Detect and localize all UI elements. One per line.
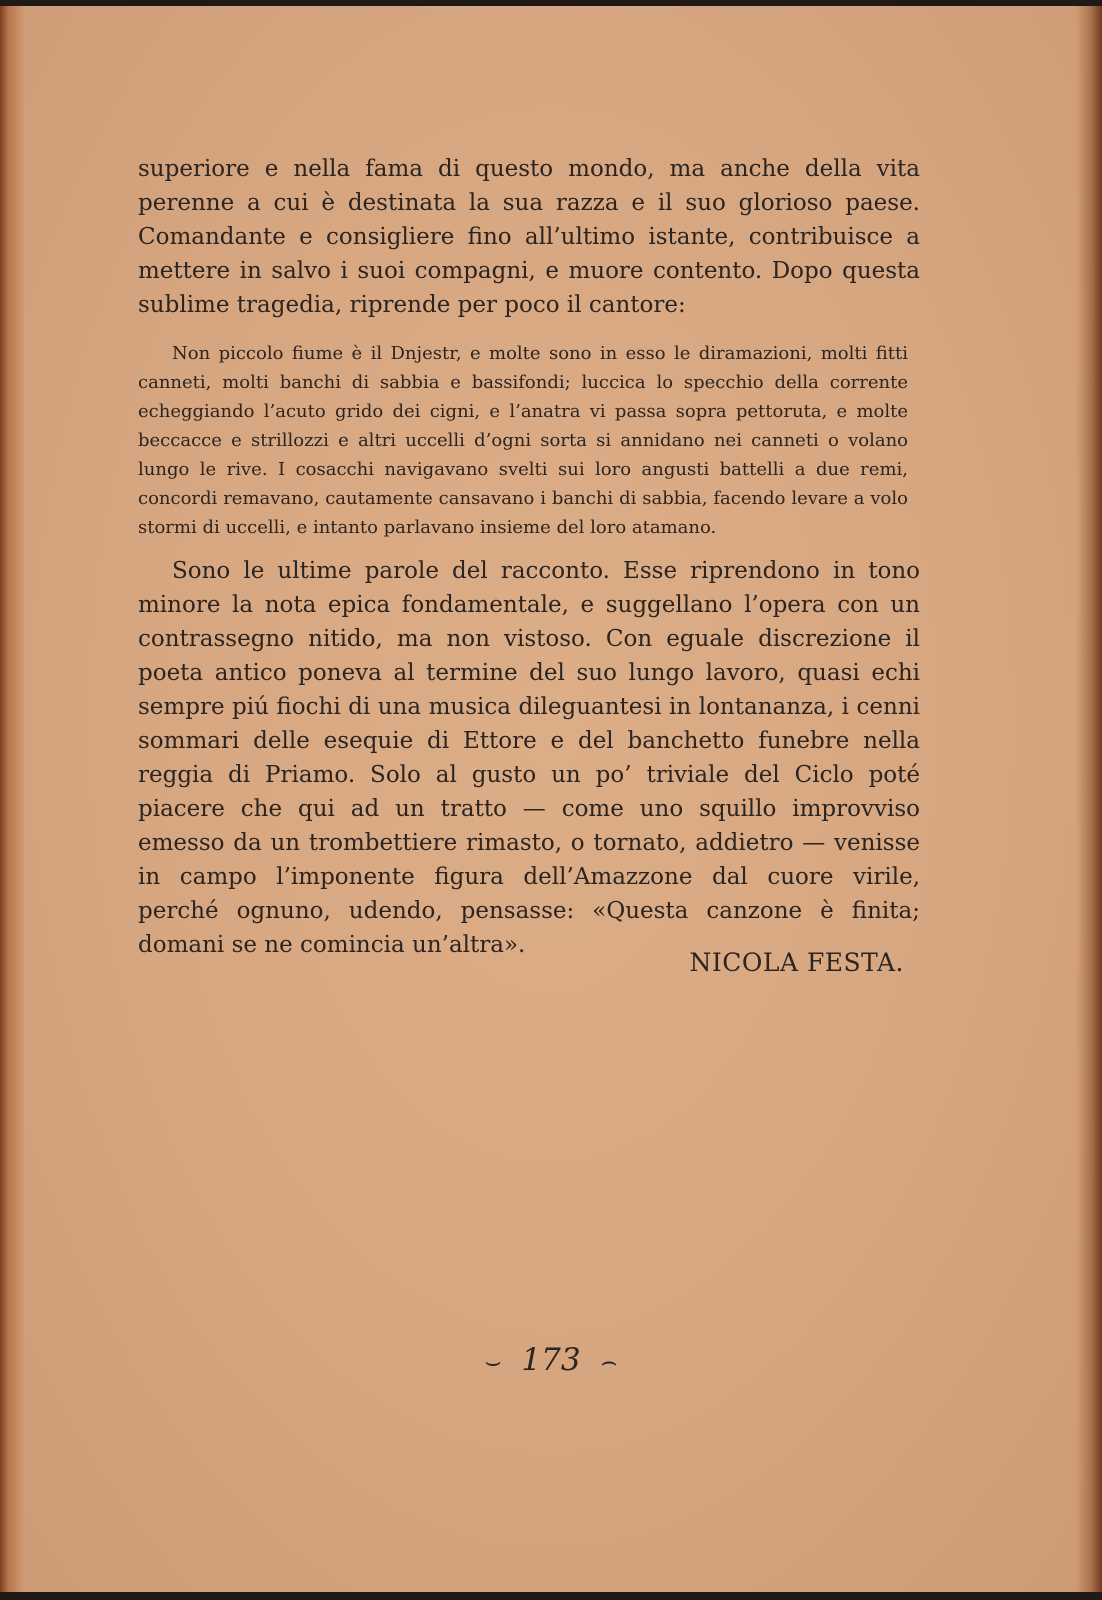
block-quotation: Non piccolo fiume è il Dnjestr, e molte sono in esso le diramazioni, molti fitti canneti, molti banchi di sabbia e bassifondi; luccica lo specchio della corrente echeggiando l’acuto grido dei cigni, e l’anatra vi passa sopra pettoruta, e molte beccacce e strillozzi e altri uccelli d’ogni sorta si annidano nei canneti o volano lungo le rive. I cosacchi navigavano svelti sui loro angusti battelli a due remi, concordi remavano, cautamente cansavano i banchi di sabbia, facendo levare a volo stormi di uccelli, e intanto parlavano insieme del loro atamano. [138,343,908,538]
page-number-left-ornament: ⌣ [484,1347,502,1377]
page-number [0,1342,1102,1378]
author-signature: NICOLA FESTA. [689,948,904,977]
body-paragraph-2: Sono le ultime parole del racconto. Esse riprendono in tono minore la nota epica fondamentale, e suggellano l’opera con un contrassegno nitido, ma non vistoso. Con eguale discrezione il poeta antico poneva al termine del suo lungo lavoro, quasi echi sempre piú fiochi di una musica dileguantesi in lontananza, i cenni sommari delle esequie di Ettore e del banchetto funebre nella reggia di Priamo. Solo al gusto un po’ triviale del Ciclo poté piacere che qui ad un tratto — come uno squillo improvviso emesso da un trombettiere rimasto, o tornato, addietro — venisse in campo l’imponente figura dell’Amazzone dal cuore virile, perché ognuno, udendo, pensasse: «Questa canzone è finita; domani se ne comincia un’altra». [138,558,920,958]
page-number-right-ornament: ⌢ [600,1347,618,1377]
body-paragraph-1: superiore e nella fama di questo mondo, ma anche della vita perenne a cui è destinata la sua razza e il suo glorioso paese. Comandante e consigliere fino all’ultimo istante, contribuisce a mettere in salvo i suoi compagni, e muore contento. Dopo questa sublime tragedia, riprende per poco il cantore: [138,156,920,318]
page-number-value: 173 [521,1342,581,1378]
